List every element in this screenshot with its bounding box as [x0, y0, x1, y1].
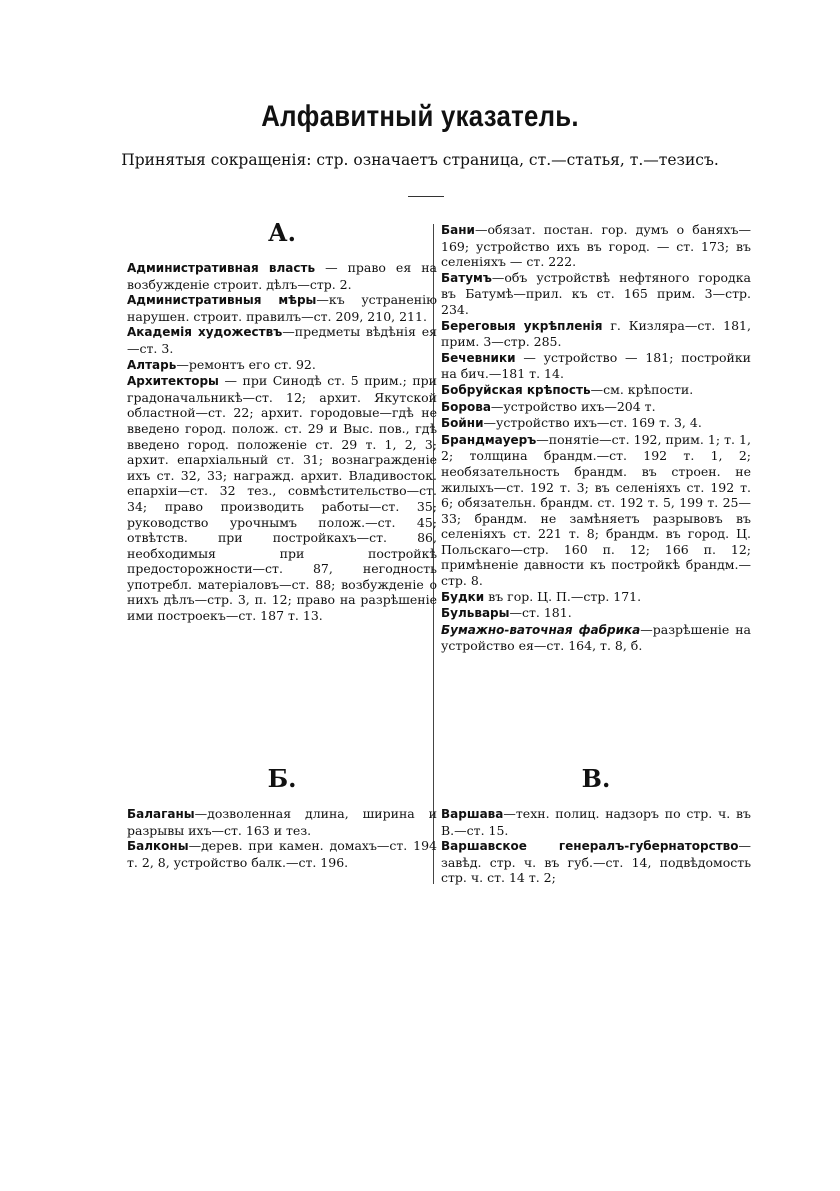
index-entry — [127, 806, 437, 838]
index-entry — [441, 605, 751, 622]
index-references: —къ устраненію нарушен. строит. правилъ—ст. 209, 210, 211. — [127, 292, 437, 324]
index-references: —объ устройствѣ нефтяного городка въ Батумѣ—прил. къ ст. 165 прим. 3—стр. 234. — [441, 269, 751, 317]
index-term: Будки — [441, 589, 485, 604]
index-entry — [441, 382, 751, 399]
section-b-continued — [441, 222, 751, 654]
index-references: — при Синодѣ ст. 5 прим.; при градоначальникѣ—ст. 12; архит. Якутской областной—ст. 22; архит. городовые—гдѣ не введено город. полож. ст. 29 и Выс. пов., гдѣ введено город. положеніе ст. 29 т. 1, 2, 3; архит. епархіальный ст. 31; вознагражденіе ихъ ст. 32, 33; награжд. архит. Владивосток. епархіи—ст. 32 тез., совмѣстительство—ст. 34; право производить работы—ст. 35; руководство урочнымъ полож.—ст. 45; отвѣтств. при постройкахъ—ст. 86, необходимыя при постройкѣ предосторожности—ст. 87, негодность употребл. матеріаловъ—ст. 88; возбужденіе о нихъ дѣлъ—стр. 3, п. 12; право на разрѣшеніе ими построекъ—ст. 187 т. 13. — [127, 373, 437, 624]
index-references: —дерев. при камен. домахъ—ст. 194 т. 2, 8, устройство балк.—ст. 196. — [127, 838, 437, 870]
page-title: Алфавитный указатель. — [261, 100, 579, 133]
index-term: Бульвары — [441, 606, 510, 621]
index-term: Бумажно-ваточная фабрика — [441, 622, 641, 637]
section-letter-b: Б. — [267, 764, 297, 793]
index-entry — [441, 270, 751, 318]
index-entry — [441, 589, 751, 606]
index-entry — [441, 350, 751, 382]
entry-list-v — [441, 806, 751, 886]
section-letter-a: А. — [268, 218, 296, 247]
index-term: Брандмауеръ — [441, 432, 537, 447]
index-term: Береговыя укрѣпленія — [441, 318, 603, 333]
index-term: Батумъ — [441, 270, 492, 285]
index-term: Варшава — [441, 807, 504, 821]
section-a — [127, 214, 437, 624]
index-term: Бойни — [441, 416, 484, 431]
index-term: Борова — [441, 399, 491, 414]
index-references: въ гор. Ц. П.—стр. 171. — [484, 588, 642, 604]
index-term: Административная власть — [127, 261, 316, 275]
abbreviations-note: Принятыя сокращенія: стр. означаетъ страница, ст.—статья, т.—тезисъ. — [121, 151, 719, 169]
index-references: —понятіе—ст. 192, прим. 1; т. 1, 2; толщина брандм.—ст. 192 т. 1, 2; необязательность брандм. въ строен. не жилыхъ—ст. 192 т. 3; въ селеніяхъ ст. 192 т. 6; обязательн. брандм. ст. 192 т. 5, 199 т. 25—33; брандм. не замѣняетъ разрывовъ въ селеніяхъ ст. 221 т. 8; брандм. въ город. Ц. Польскаго—стр. 160 п. 12; 166 п. 12; примѣненіе давности къ постройкѣ брандм.—стр. 8. — [441, 431, 751, 589]
index-entry — [127, 838, 437, 870]
index-term: Бечевники — [441, 350, 516, 365]
index-entry — [441, 222, 751, 270]
index-term: Бобруйская крѣпость — [441, 382, 591, 397]
index-term: Варшавское генералъ-губернаторство — [441, 839, 739, 854]
index-references: —разрѣшеніе на устройство ея—ст. 164, т. 8, б. — [441, 621, 751, 654]
entry-list-b-left — [127, 806, 437, 870]
index-references: — право ея на возбужденіе строит. дѣлъ—стр. 2. — [127, 260, 438, 292]
index-entry — [127, 292, 437, 324]
entry-list-a — [127, 260, 437, 624]
index-term: Административныя мѣры — [127, 293, 317, 308]
index-term: Балконы — [127, 839, 189, 854]
index-entry — [127, 357, 437, 374]
index-entry — [441, 806, 751, 838]
index-references: —обязат. постан. гор. думъ о баняхъ—169; устройство ихъ въ город. — ст. 173; въ селеніяхъ — ст. 222. — [441, 222, 751, 270]
index-term: Балаганы — [127, 807, 195, 821]
index-references: —устройство ихъ—204 т. — [490, 398, 656, 414]
index-references: —дозволенная длина, ширина и разрывы ихъ—ст. 163 и тез. — [127, 806, 437, 838]
entry-list-b-right — [441, 222, 751, 654]
index-references: —ст. 181. — [509, 605, 572, 621]
index-entry — [441, 399, 751, 416]
index-references: —предметы вѣдѣнія ея—ст. 3. — [127, 324, 438, 356]
title-rule — [408, 196, 444, 197]
index-entry — [441, 622, 751, 654]
index-term: Архитекторы — [127, 374, 219, 389]
index-entry — [441, 432, 751, 589]
index-entry — [441, 318, 751, 350]
index-references: —устройство ихъ—ст. 169 т. 3, 4. — [483, 415, 702, 431]
index-references: — устройство — 181; постройки на бич.—181 т. 14. — [441, 349, 751, 382]
index-references: г. Кизляра—ст. 181, прим. 3—стр. 285. — [441, 317, 751, 350]
index-references: —см. крѣпости. — [590, 381, 694, 397]
section-v — [441, 760, 751, 886]
index-references: —завѣд. стр. ч. въ губ.—ст. 14, подвѣдомость стр. ч. ст. 14 т. 2; — [441, 838, 751, 886]
section-letter-v: В. — [581, 764, 611, 793]
index-entry — [127, 373, 437, 624]
index-references: —ремонтъ его ст. 92. — [176, 356, 316, 372]
index-entry — [127, 324, 437, 356]
index-term: Алтарь — [127, 357, 177, 372]
section-b — [127, 760, 437, 870]
index-entry — [441, 415, 751, 432]
index-entry — [127, 260, 437, 292]
index-references: —техн. полиц. надзоръ по стр. ч. въ В.—ст. 15. — [441, 806, 751, 838]
index-term: Бани — [441, 223, 475, 237]
index-term: Академія художествъ — [127, 325, 283, 340]
index-entry — [441, 838, 751, 886]
